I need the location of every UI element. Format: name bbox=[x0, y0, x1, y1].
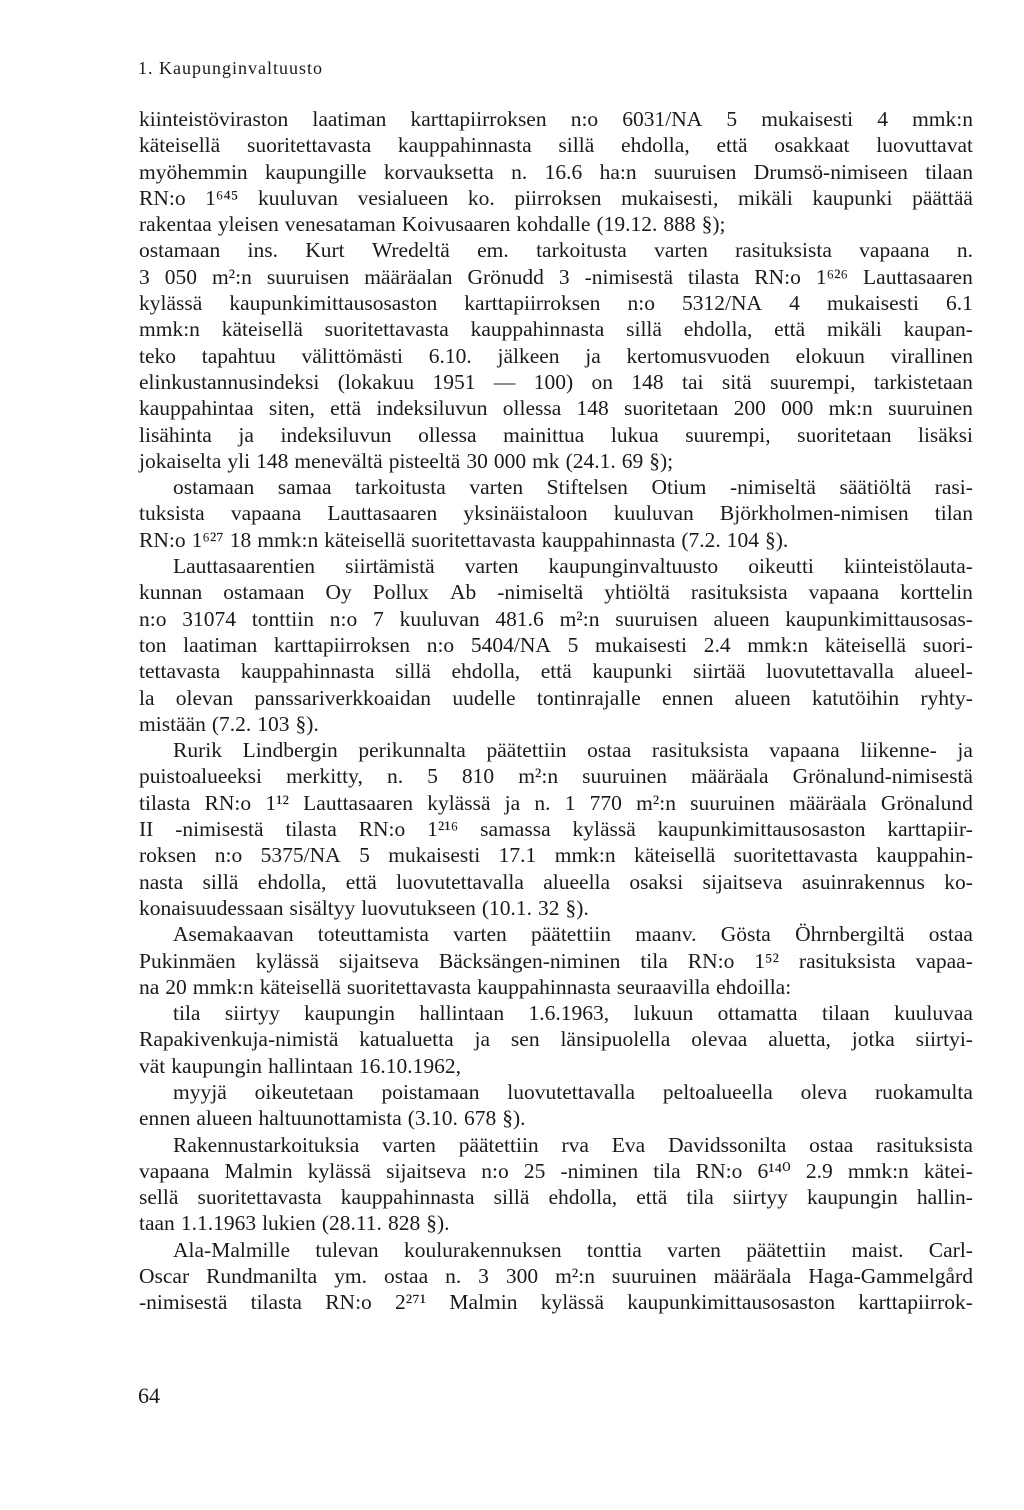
text-line: elinkustannusindeksi (lokakuu 1951 — 100) on 148 tai sitä suurempi, tarkistetaan bbox=[139, 369, 973, 394]
text-line: Rurik Lindbergin perikunnalta päätettiin ostaa rasituksista vapaana liikenne- ja bbox=[173, 738, 973, 763]
text-line: tettavasta kauppahinnasta sillä ehdolla, että kaupunki siirtää luovutettavalla alueel- bbox=[139, 659, 973, 684]
text-line: ennen alueen haltuunottamista (3.10. 678 §). bbox=[139, 1106, 526, 1131]
text-line: taan 1.1.1963 lukien (28.11. 828 §). bbox=[139, 1211, 450, 1236]
text-line: kiinteistöviraston laatiman karttapiirroksen n:o 6031/NA 5 mukaisesti 4 mmk:n bbox=[139, 107, 973, 131]
text-line: myyjä oikeutetaan poistamaan luovutettavalla peltoalueella oleva ruokamulta bbox=[173, 1079, 973, 1104]
text-line: nasta sillä ehdolla, että luovutettavalla alueella osaksi sijaitseva asuinrakennus ko- bbox=[139, 869, 973, 894]
text-line: Ala-Malmille tulevan koulurakennuksen tonttia varten päätettiin maist. Carl- bbox=[173, 1237, 973, 1262]
text-line: konaisuudessaan sisältyy luovutukseen (10.1. 32 §). bbox=[139, 895, 589, 920]
text-line: n:o 31074 tonttiin n:o 7 kuuluvan 481.6 m²:n suuruisen alueen kaupunkimittausosas- bbox=[139, 606, 973, 631]
text-line: kylässä kaupunkimittausosaston karttapiirroksen n:o 5312/NA 4 mukaisesti 6.1 bbox=[139, 291, 973, 316]
text-line: sellä suoritettavasta kauppahinnasta sillä ehdolla, että tila siirtyy kaupungin hallin- bbox=[139, 1185, 973, 1210]
text-line: tilasta RN:o 1¹² Lauttasaaren kylässä ja n. 1 770 m²:n suuruinen määräala Grönalund bbox=[139, 790, 973, 815]
text-line: vapaana Malmin kylässä sijaitseva n:o 25 -niminen tila RN:o 6¹⁴⁰ 2.9 mmk:n kätei- bbox=[139, 1158, 973, 1183]
text-line: vät kaupungin hallintaan 16.10.1962, bbox=[139, 1053, 461, 1078]
text-line: tila siirtyy kaupungin hallintaan 1.6.1963, lukuun ottamatta tilaan kuuluvaa bbox=[173, 1001, 973, 1026]
body-text bbox=[139, 106, 973, 1316]
running-header: 1. Kaupunginvaltuusto bbox=[138, 58, 323, 78]
text-line: la olevan panssariverkkoaidan uudelle tontinrajalle ennen alueen katutöihin ryhty- bbox=[139, 685, 973, 710]
text-line: teko tapahtuu välittömästi 6.10. jälkeen ja kertomusvuoden elokuun virallinen bbox=[139, 343, 973, 368]
text-line: lisähinta ja indeksiluvun ollessa mainittua lukua suurempi, suoritetaan lisäksi bbox=[139, 422, 973, 447]
text-line: rakentaa yleisen venesataman Koivusaaren kohdalle (19.12. 888 §); bbox=[139, 212, 726, 237]
text-line: kauppahintaa siten, että indeksiluvun ollessa 148 suoritetaan 200 000 mk:n suuruinen bbox=[139, 396, 973, 421]
text-line: Lauttasaarentien siirtämistä varten kaupunginvaltuusto oikeutti kiinteistölauta- bbox=[173, 554, 973, 579]
text-line: RN:o 1⁶⁴⁵ kuuluvan vesialueen ko. piirroksen mukaisesti, mikäli kaupunki päättää bbox=[139, 185, 973, 210]
text-line: tuksista vapaana Lauttasaaren yksinäistaloon kuuluvan Björkholmen-nimisen tilan bbox=[139, 501, 973, 526]
text-line: mistään (7.2. 103 §). bbox=[139, 711, 319, 736]
text-line: puistoalueeksi merkitty, n. 5 810 m²:n suuruinen määräala Grönalund-nimisestä bbox=[139, 764, 973, 789]
text-line: Oscar Rundmanilta ym. ostaa n. 3 300 m²:n suuruinen määräala Haga-Gammelgård bbox=[139, 1264, 973, 1289]
text-line: ostamaan samaa tarkoitusta varten Stiftelsen Otium -nimiseltä säätiöltä rasi- bbox=[173, 475, 973, 500]
text-line: 3 050 m²:n suuruisen määräalan Grönudd 3 -nimisestä tilasta RN:o 1⁶²⁶ Lauttasaaren bbox=[139, 264, 973, 289]
text-line: Asemakaavan toteuttamista varten päätettiin maanv. Gösta Öhrnbergiltä ostaa bbox=[173, 922, 973, 947]
text-line: roksen n:o 5375/NA 5 mukaisesti 17.1 mmk:n käteisellä suoritettavasta kauppahin- bbox=[139, 843, 973, 868]
text-line: Pukinmäen kylässä sijaitseva Bäcksängen-niminen tila RN:o 1⁵² rasituksista vapaa- bbox=[139, 948, 973, 973]
text-line: käteisellä suoritettavasta kauppahinnasta sillä ehdolla, että osakkaat luovuttavat bbox=[139, 133, 973, 158]
text-line: Rapakivenkuja-nimistä katualuetta ja sen länsipuolella olevaa aluetta, jotka siirtyi- bbox=[139, 1027, 973, 1052]
text-line: -nimisestä tilasta RN:o 2²⁷¹ Malmin kylässä kaupunkimittausosaston karttapiirrok- bbox=[139, 1290, 973, 1315]
text-line: na 20 mmk:n käteisellä suoritettavasta kauppahinnasta seuraavilla ehdoilla: bbox=[139, 974, 792, 999]
text-line: kunnan ostamaan Oy Pollux Ab -nimiseltä yhtiöltä rasituksista vapaana korttelin bbox=[139, 580, 973, 605]
text-line: RN:o 1⁶²⁷ 18 mmk:n käteisellä suoritettavasta kauppahinnasta (7.2. 104 §). bbox=[139, 527, 789, 552]
text-line: II -nimisestä tilasta RN:o 1²¹⁶ samassa kylässä kaupunkimittausosaston karttapiir- bbox=[139, 817, 973, 842]
text-line: ostamaan ins. Kurt Wredeltä em. tarkoitusta varten rasituksista vapaana n. bbox=[139, 238, 973, 263]
page-number: 64 bbox=[138, 1383, 160, 1408]
text-line: myöhemmin kaupungille korvauksetta n. 16.6 ha:n suuruisen Drumsö-nimiseen tilaan bbox=[139, 159, 973, 184]
text-line: Rakennustarkoituksia varten päätettiin rva Eva Davidssonilta ostaa rasituksista bbox=[173, 1132, 973, 1157]
text-line: mmk:n käteisellä suoritettavasta kauppahinnasta sillä ehdolla, että mikäli kaupan- bbox=[139, 317, 973, 342]
text-line: jokaiselta yli 148 menevältä pisteeltä 30 000 mk (24.1. 69 §); bbox=[139, 448, 674, 473]
text-line: ton laatiman karttapiirroksen n:o 5404/NA 5 mukaisesti 2.4 mmk:n käteisellä suori- bbox=[139, 632, 973, 657]
